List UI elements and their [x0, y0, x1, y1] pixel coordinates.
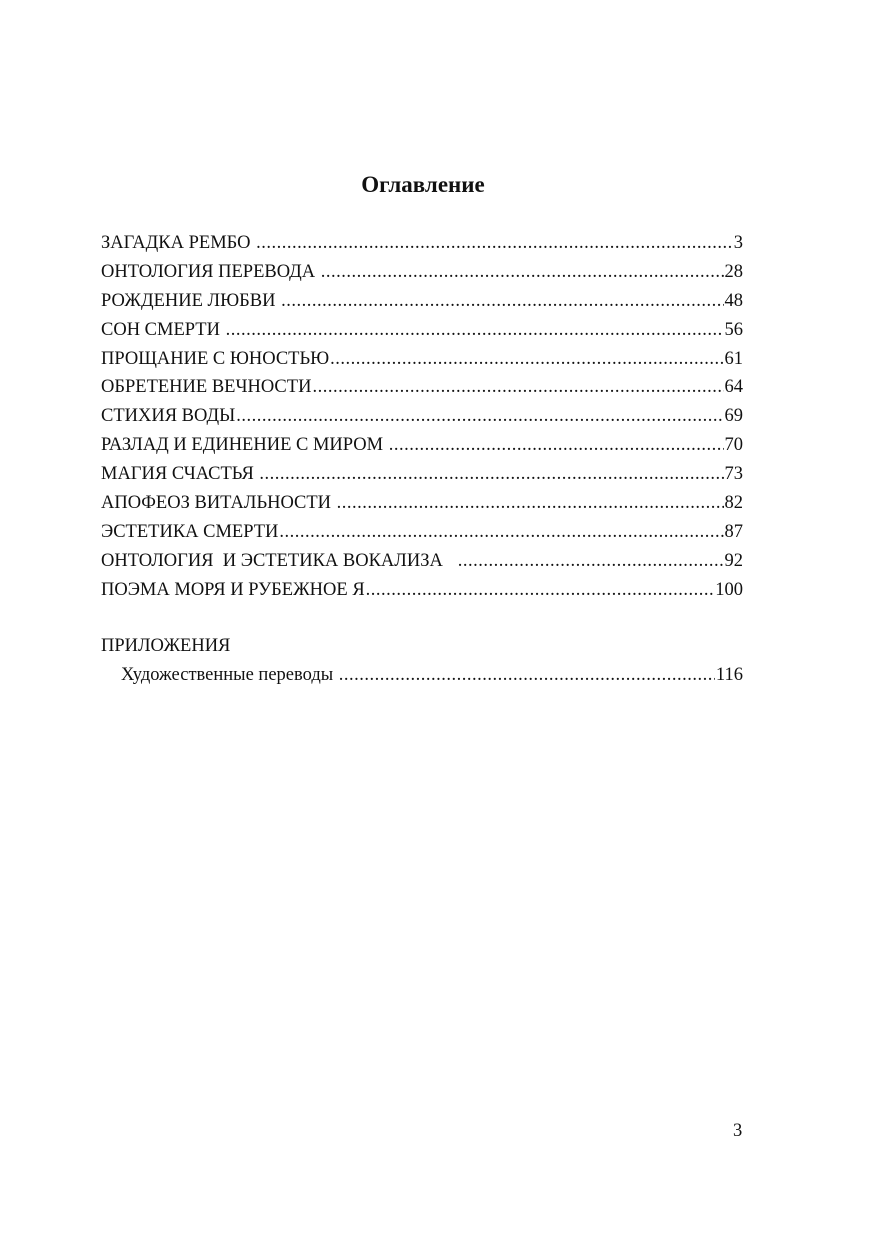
toc-entry: [101, 547, 743, 576]
toc-entry-page: 92: [724, 550, 743, 571]
dot-leader: [259, 460, 723, 489]
appendix-heading: ПРИЛОЖЕНИЯ: [101, 636, 231, 656]
toc-entry-page: 87: [724, 521, 743, 542]
dot-leader: [389, 431, 724, 460]
toc-entry-page: 70: [724, 435, 743, 456]
toc-entry-page: 56: [724, 319, 743, 340]
toc-entry-page: 3: [733, 233, 743, 253]
toc-entry-title: СОН СМЕРТИ: [101, 319, 225, 340]
toc-entry: [101, 258, 743, 287]
dot-leader: [256, 229, 733, 258]
toc-entry-title: Художественные переводы: [121, 664, 338, 685]
dot-leader: [226, 316, 724, 345]
toc-entry: [101, 431, 743, 460]
toc-entry-title: МАГИЯ СЧАСТЬЯ: [101, 464, 259, 485]
toc-entry-page: 73: [724, 464, 743, 485]
dot-leader: [312, 373, 723, 402]
toc-entry: [101, 373, 743, 402]
toc-entry: [101, 576, 743, 605]
toc-entry-title: ЗАГАДКА РЕМБО: [101, 233, 256, 253]
dot-leader: [279, 518, 723, 547]
toc-entry-title: ПРОЩАНИЕ С ЮНОСТЬЮ: [101, 348, 330, 369]
toc-entry-page: 82: [724, 493, 743, 514]
toc-entry: [101, 402, 743, 431]
toc-entry: [101, 229, 743, 258]
dot-leader: [458, 547, 724, 576]
dot-leader: [330, 345, 723, 374]
dot-leader: [236, 402, 723, 431]
dot-leader: [337, 489, 724, 518]
toc-entry: [101, 287, 743, 316]
toc-entry-title: РОЖДЕНИЕ ЛЮБВИ: [101, 290, 281, 311]
toc-entry-page: 116: [715, 664, 743, 685]
toc-entry-page: 48: [724, 290, 743, 311]
toc-entry-title: РАЗЛАД И ЕДИНЕНИЕ С МИРОМ: [101, 435, 388, 456]
toc-entry: [101, 460, 743, 489]
toc-entry-page: 100: [715, 579, 743, 600]
toc-entry-page: 61: [724, 348, 743, 369]
toc-entry-title: ОБРЕТЕНИЕ ВЕЧНОСТИ: [101, 377, 312, 398]
toc-entry-page: 69: [724, 406, 743, 427]
toc-entry-title: ПОЭМА МОРЯ И РУБЕЖНОЕ Я: [101, 579, 365, 600]
table-of-contents: [101, 229, 743, 605]
toc-entry-title: АПОФЕОЗ ВИТАЛЬНОСТИ: [101, 493, 336, 514]
toc-entry-title: ЭСТЕТИКА СМЕРТИ: [101, 521, 279, 542]
toc-entry: [101, 489, 743, 518]
toc-entry-title: ОНТОЛОГИЯ И ЭСТЕТИКА ВОКАЛИЗА: [101, 550, 457, 571]
page-number: 3: [733, 1121, 743, 1141]
toc-entry-page: 64: [724, 377, 743, 398]
dot-leader: [321, 258, 724, 287]
dot-leader: [281, 287, 723, 316]
page-title: Оглавление: [361, 172, 485, 197]
toc-entry: [101, 316, 743, 345]
dot-leader: [366, 576, 715, 605]
toc-entry-title: ОНТОЛОГИЯ ПЕРЕВОДА: [101, 261, 320, 282]
toc-entry-page: 28: [724, 261, 743, 282]
appendix-section: [101, 632, 743, 690]
toc-entry: [101, 518, 743, 547]
toc-entry-title: СТИХИЯ ВОДЫ: [101, 406, 236, 427]
toc-entry: [101, 345, 743, 374]
dot-leader: [339, 661, 715, 690]
appendix-entry: [101, 661, 743, 690]
